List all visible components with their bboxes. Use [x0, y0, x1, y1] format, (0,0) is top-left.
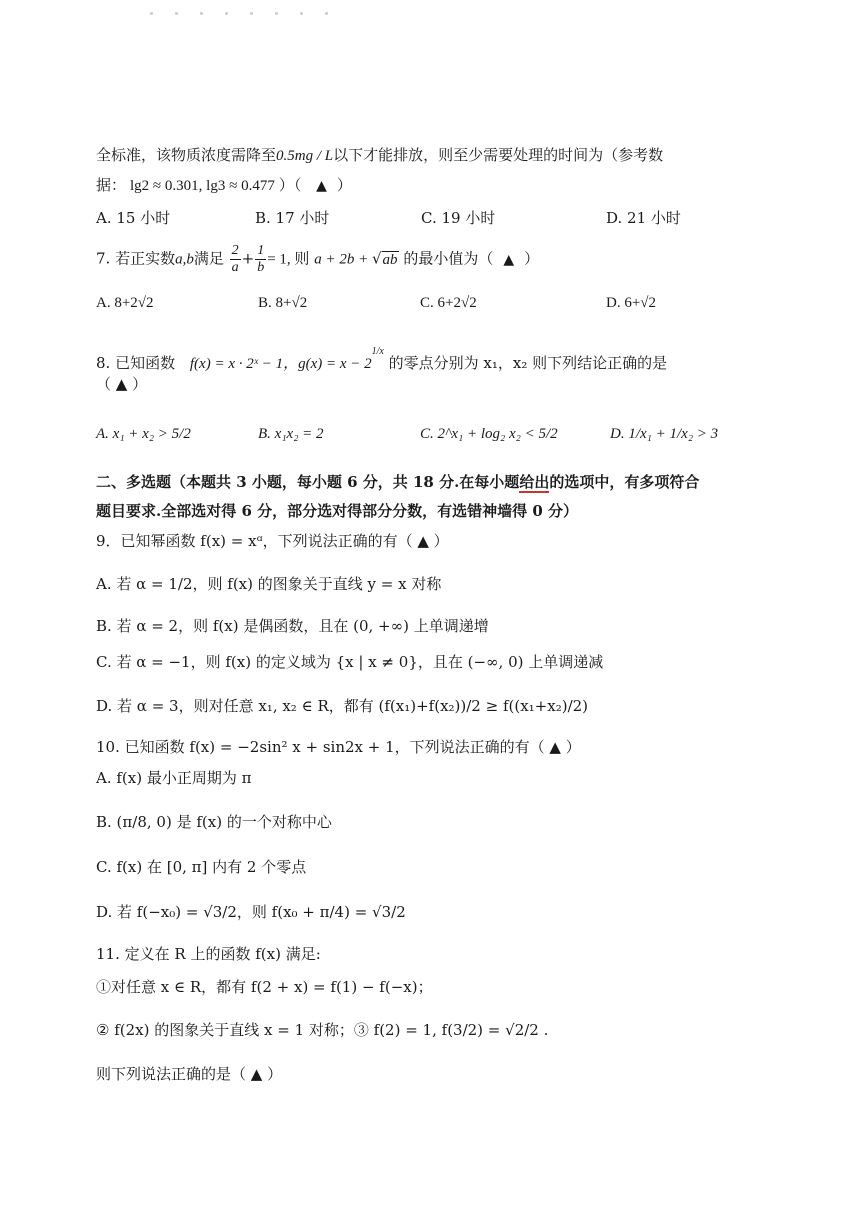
q8-stem: 8. 已知函数 f(x) = x · 2ˣ − 1，$g(x) = x - 2^{1/x}$ 的零点分别为 x₁，x₂ 则下列结论正确的是	[96, 346, 668, 372]
q7-option-a: A. 8+2√2	[96, 295, 154, 311]
q10-option-a: A. f(x) 最小正周期为 π	[96, 769, 252, 787]
q8-option-d: D. 1/x₁ + 1/x₂ > 3	[610, 426, 719, 442]
red-underlined-text: 给出	[519, 473, 550, 491]
q7-option-c: C. 6+2√2	[420, 295, 477, 311]
q10-option-c: C. f(x) 在 [0, π] 内有 2 个零点	[96, 858, 307, 876]
answer-marker-triangle: ▲	[503, 251, 515, 268]
q10-option-d: D. 若 f(−x₀) = √3/2，则 f(x₀ + π/4) = √3/2	[96, 903, 406, 921]
q8-option-c: C. 2^x₁ + log₂ x₂ < 5/2	[420, 426, 558, 442]
q11-question: 则下列说法正确的是（ ▲ ）	[96, 1065, 283, 1083]
q6-continuation-line2: 据： lg2 ≈ 0.301, lg3 ≈ 0.477 ）（ ▲ ）	[96, 176, 352, 194]
q9-option-d: D. 若 α = 3，则对任意 x₁, x₂ ∈ R，都有 (f(x₁)+f(x₂))/2 ≥ f((x₁+x₂)/2)	[96, 697, 589, 715]
section2-header-line2: 题目要求.全部选对得 6 分，部分选对得部分分数，有选错神墙得 0 分）	[96, 502, 578, 520]
q10-stem: 10. 已知函数 f(x) = −2sin² x + sin2x + 1，下列说法正确的有（ ▲ ）	[96, 738, 581, 756]
section2-header-line1: 二、多选题（本题共 3 小题，每小题 6 分，共 18 分.在每小题给出的选项中，有多项符合	[96, 473, 700, 491]
q8-option-a: A. x₁ + x₂ > 5/2	[96, 426, 191, 442]
q9-option-a: A. 若 α = 1/2，则 f(x) 的图象关于直线 y = x 对称	[96, 575, 442, 593]
q6-continuation-line1: 全标准，该物质浓度需降至0.5mg / L以下才能排放，则至少需要处理的时间为（参考数	[96, 146, 664, 164]
q7-option-b: B. 8+√2	[258, 295, 308, 311]
q10-option-b: B. (π/8, 0) 是 f(x) 的一个对称中心	[96, 813, 332, 831]
q8-stem-line2: （ ▲ ）	[96, 375, 148, 393]
q8-option-b: B. x₁x₂ = 2	[258, 426, 324, 442]
q6-option-d: D. 21 小时	[606, 209, 681, 227]
answer-marker-triangle: ▲	[316, 178, 327, 194]
q6-option-c: C. 19 小时	[421, 209, 496, 227]
q9-option-b: B. 若 α = 2，则 f(x) 是偶函数，且在 (0, +∞) 上单调递增	[96, 617, 489, 635]
q7-option-d: D. 6+√2	[606, 295, 657, 311]
q11-condition-2-3: ② f(2x) 的图象关于直线 x = 1 对称；③ f(2) = 1, f(3/2) = √2/2 .	[96, 1021, 549, 1039]
q11-condition-1: ①对任意 x ∈ R，都有 f(2 + x) = f(1) − f(−x)；	[96, 978, 433, 996]
q9-stem: 9．已知幂函数 f(x) = xᵅ，下列说法正确的有（ ▲ ）	[96, 532, 449, 550]
q7-stem: 7. 若正实数a,b满足 $\frac{2}{a}$ + $\frac{1}{b}$ = 1, 则 a + 2b + √ab 的最小值为（ ▲ ）	[96, 243, 540, 275]
scan-artifact	[150, 0, 450, 6]
q6-option-b: B. 17 小时	[255, 209, 330, 227]
q11-stem: 11. 定义在 R 上的函数 f(x) 满足:	[96, 945, 321, 963]
q6-option-a: A. 15 小时	[96, 209, 171, 227]
q9-option-c: C. 若 α = −1，则 f(x) 的定义域为 {x | x ≠ 0}，且在 (−∞, 0) 上单调递减	[96, 653, 604, 671]
